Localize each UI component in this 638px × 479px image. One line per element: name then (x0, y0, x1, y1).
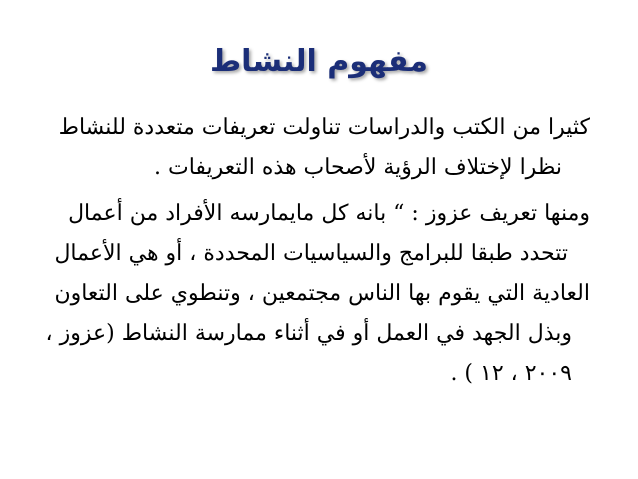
slide-title: مفهوم النشاط (210, 44, 428, 79)
body-line-7: ٢٠٠٩ ، ١٢ ) . (450, 361, 572, 386)
body-line-1: كثيرا من الكتب والدراسات تناولت تعريفات متعددة للنشاط (58, 115, 590, 140)
body-line-2: نظرا لإختلاف الرؤية لأصحاب هذه التعريفات . (154, 155, 562, 180)
body-line-4: تتحدد طبقا للبرامج والسياسيات المحددة ، أو هي الأعمال (54, 241, 568, 266)
body-line-6: وبذل الجهد في العمل أو في أثناء ممارسة النشاط (عزوز ، (45, 321, 572, 346)
body-line-5: العادية التي يقوم بها الناس مجتمعين ، وتنطوي على التعاون (54, 281, 590, 306)
slide-body (42, 108, 590, 394)
body-line-3: ومنها تعريف عزوز : “ بانه كل مايمارسه الأفراد من أعمال (68, 201, 590, 226)
